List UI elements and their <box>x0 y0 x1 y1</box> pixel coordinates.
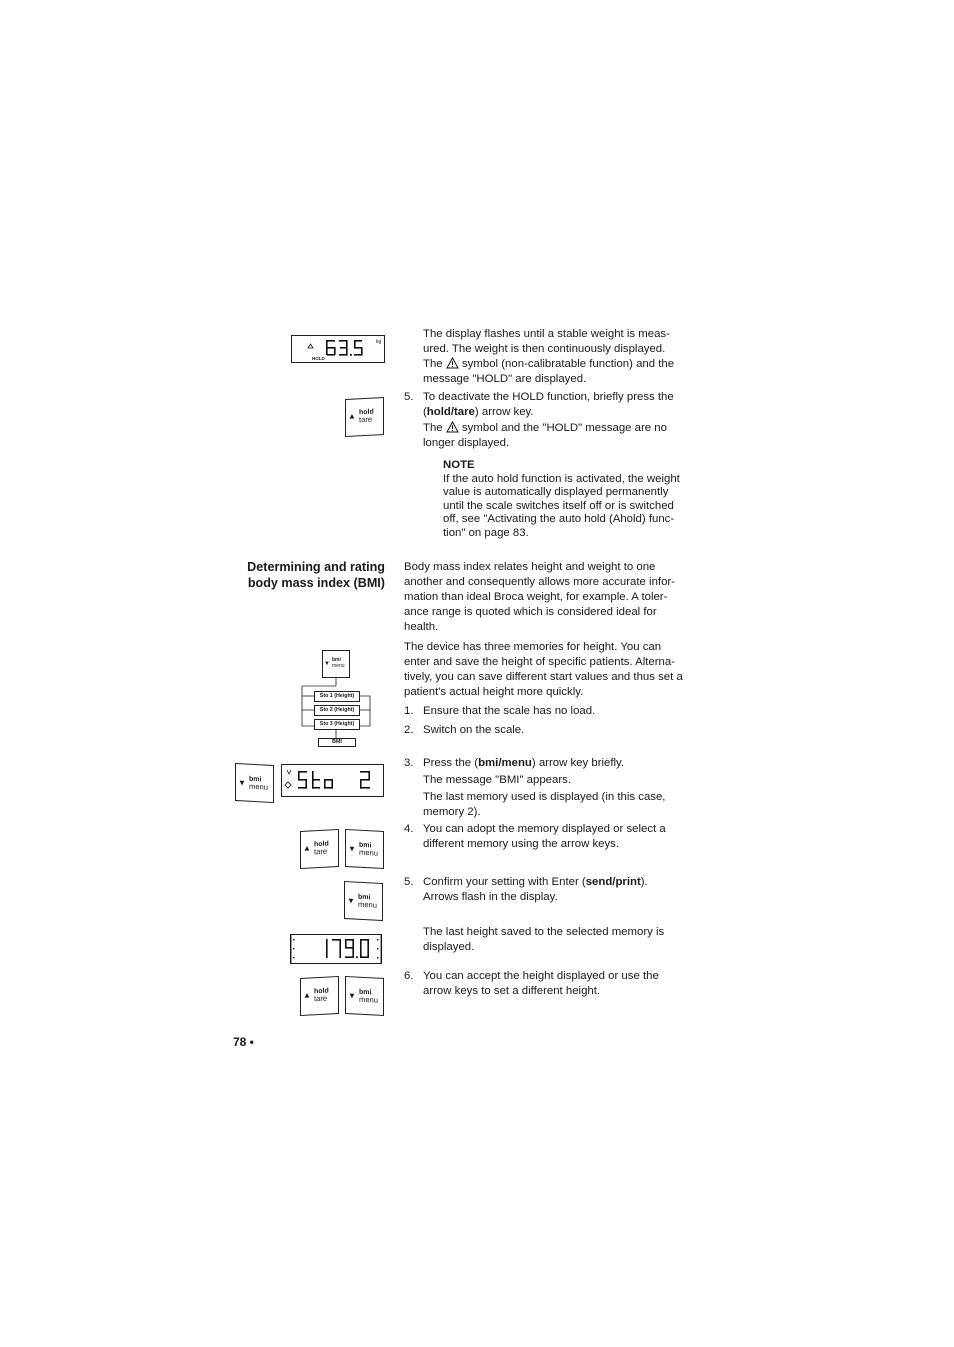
bmi-menu-key: ▼ bmi menu <box>345 976 384 1016</box>
bmi-menu-key-small: ▼ bmi menu <box>322 650 350 678</box>
up-arrow-icon: ▲ <box>303 990 311 1000</box>
lcd-display-memory <box>281 764 384 797</box>
down-arrow-icon: ▼ <box>348 991 356 1001</box>
down-arrow-icon: ▼ <box>238 778 246 788</box>
menu-item-bmi: BMI <box>318 738 356 747</box>
bmi-menu-key: ▼ bmi menu <box>344 881 383 921</box>
hold-tare-key: ▲ hold tare <box>300 829 339 869</box>
lcd-segment-graphic <box>292 336 384 362</box>
menu-item-sto-3: Sto 3 (Height) <box>314 719 360 730</box>
bmi-menu-key: ▼ bmi menu <box>345 829 384 869</box>
diamond-icon <box>285 782 291 788</box>
arrow-marker-icon <box>293 939 294 940</box>
flag-icon <box>287 770 291 774</box>
lcd-display-weight <box>291 335 385 363</box>
hold-tare-key: ▲ hold tare <box>300 976 339 1016</box>
paragraph-memories: The device has three memories for height. You can enter and save the height of specific patients. Alterna- tively, you can save different start values and thus set a patient's actual height more quickly. <box>404 641 683 698</box>
note-block: NOTE If the auto hold function is activated, the weight value is automatically displayed permanently until the scale switches itself off or is switched off, see "Activating the auto hold (Ahold) func- tion" on page 83. <box>443 459 698 541</box>
down-arrow-icon: ▼ <box>324 661 330 667</box>
lcd-segment-graphic <box>282 765 383 796</box>
menu-item-sto-2: Sto 2 (Height) <box>314 705 360 716</box>
lcd-digits <box>326 340 363 356</box>
down-arrow-icon: ▼ <box>348 844 356 854</box>
lcd-display-height <box>290 934 382 964</box>
hold-tare-key: ▲ hold tare <box>345 397 384 437</box>
paragraph-display-flashes: The display flashes until a stable weight is meas- ured. The weight is then continuously displayed. The symbol (non-calibratable function) and the message "HOLD" are displayed. <box>423 328 675 385</box>
page-number: 78 • <box>233 1035 254 1049</box>
bmi-menu-key: ▼ bmi menu <box>235 763 274 803</box>
lcd-segment-graphic <box>290 935 382 963</box>
lcd-digits <box>298 771 370 789</box>
section-heading-bmi: Determining and rating body mass index (BMI) <box>247 560 385 590</box>
paragraph-last-height: The last height saved to the selected memory is displayed. <box>423 926 665 953</box>
paragraph-bmi-intro: Body mass index relates height and weight to one another and consequently allows more accurate infor- mation than ideal Broca weight, for example. A toler- ance range is quoted which is considered ideal for health. <box>404 561 675 633</box>
nc-triangle-icon <box>308 344 313 348</box>
lcd-unit: kg <box>376 339 382 345</box>
warning-triangle-icon <box>446 421 459 433</box>
up-arrow-icon: ▲ <box>303 843 311 853</box>
warning-triangle-icon <box>446 357 459 369</box>
menu-item-sto-1: Sto 1 (Height) <box>314 691 360 702</box>
menu-diagram <box>300 648 380 748</box>
note-title: NOTE <box>443 459 475 471</box>
lcd-digits <box>326 939 369 958</box>
down-arrow-icon: ▼ <box>347 896 355 906</box>
lcd-hold-label: HOLD <box>312 356 325 361</box>
up-arrow-icon: ▲ <box>348 411 356 421</box>
